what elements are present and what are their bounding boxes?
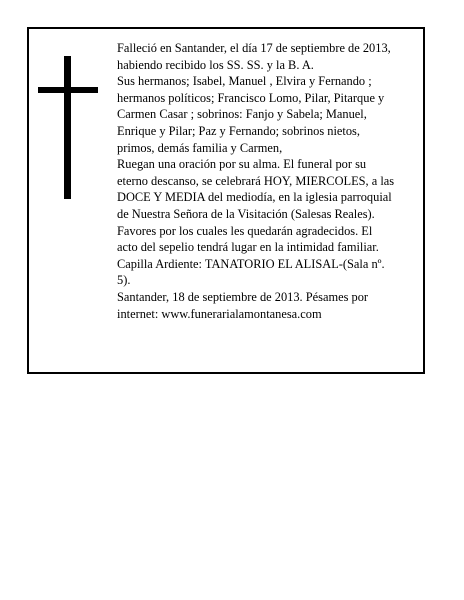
notice-line: acto del sepelio tendrá lugar en la intimidad familiar. (117, 240, 379, 255)
notice-line: 5). (117, 273, 131, 288)
notice-line: eterno descanso, se celebrará HOY, MIERCOLES, a las (117, 173, 395, 188)
notice-line: Favores por los cuales les quedarán agradecidos. El (117, 223, 373, 238)
notice-line: Falleció en Santander, el día 17 de septiembre de 2013, (117, 41, 391, 55)
notice-line: Santander, 18 de septiembre de 2013. Pésames por (117, 289, 369, 304)
notice-line: hermanos políticos; Francisco Lomo, Pilar, Pitarque y (117, 90, 385, 105)
cross-vertical-bar (64, 56, 71, 199)
notice-line: Ruegan una oración por su alma. El funeral por su (117, 157, 367, 172)
latin-cross-icon (38, 56, 98, 199)
notice-line: Carmen Casar ; sobrinos: Fanjo y Sabela; Manuel, (117, 107, 367, 122)
obituary-notice (27, 27, 425, 374)
notice-line: primos, demás familia y Carmen, (117, 140, 283, 155)
cross-horizontal-bar (38, 87, 98, 93)
notice-text (117, 40, 423, 322)
notice-line: Capilla Ardiente: TANATORIO EL ALISAL-(Sala nº. (117, 256, 385, 271)
notice-line: Sus hermanos; Isabel, Manuel , Elvira y Fernando ; (117, 74, 372, 89)
notice-line: DOCE Y MEDIA del mediodía, en la iglesia parroquial (117, 190, 392, 205)
notice-line: habiendo recibido los SS. SS. y la B. A. (117, 57, 314, 72)
notice-line: Enrique y Pilar; Paz y Fernando; sobrinos nietos, (117, 123, 360, 138)
notice-line[interactable]: internet: www.funerarialamontanesa.com (117, 306, 322, 321)
notice-line: de Nuestra Señora de la Visitación (Salesas Reales). (117, 206, 375, 221)
